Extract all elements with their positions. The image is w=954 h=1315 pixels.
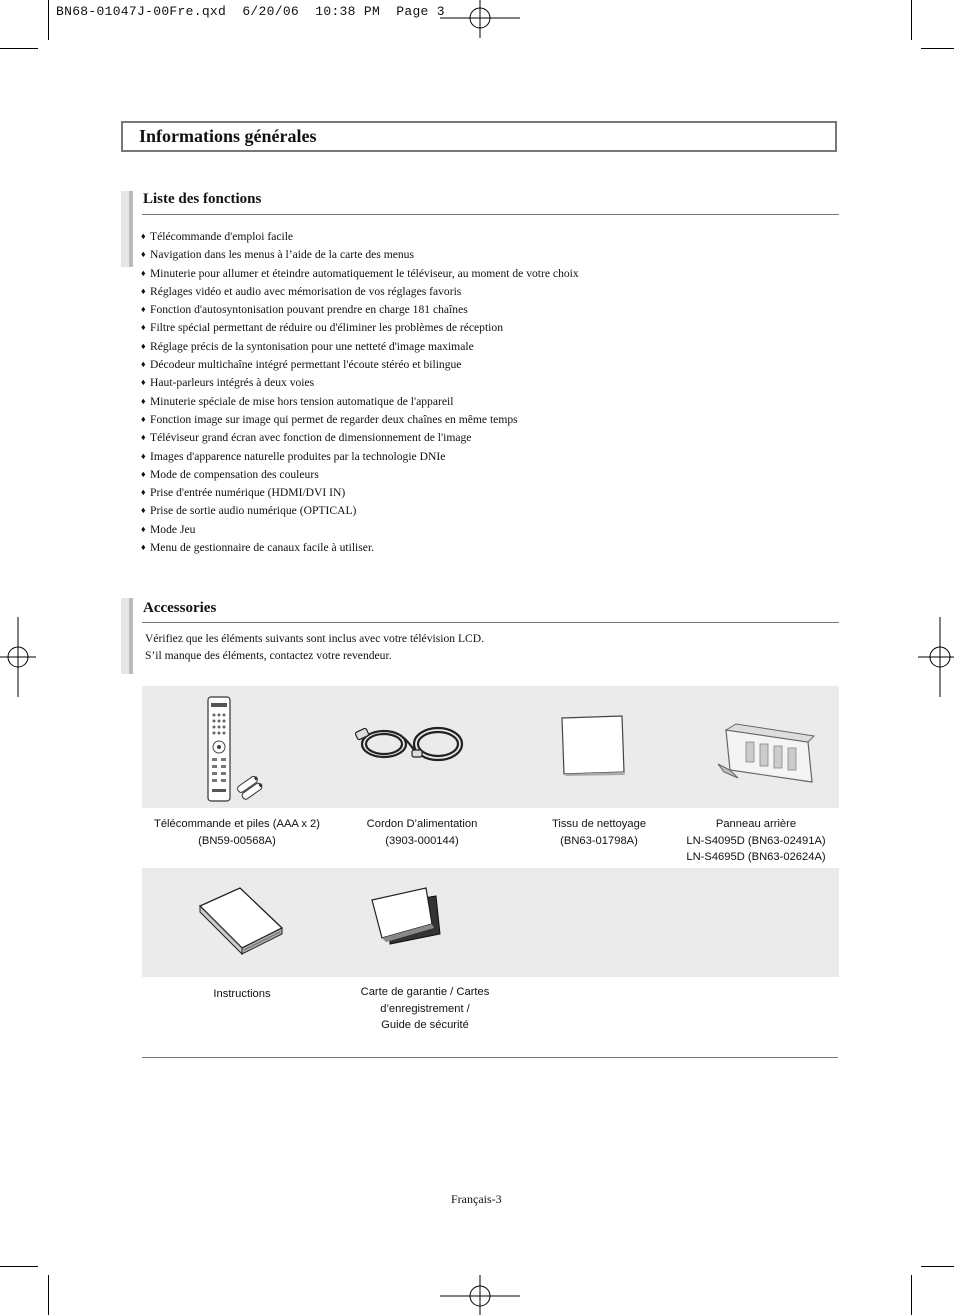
page-number: Français-3 [451,1192,502,1206]
feature-text: Images d'apparence naturelle produites par la technologie DNIe [150,449,446,463]
feature-text: Minuterie pour allumer et éteindre automatiquement le téléviseur, au moment de votre choix [150,266,579,280]
feature-text: Mode de compensation des couleurs [150,467,319,481]
feature-list [141,229,579,558]
feature-item [141,247,579,265]
feature-item [141,357,579,375]
feature-text: Réglage précis de la syntonisation pour une netteté d'image maximale [150,339,474,353]
accessory-caption [322,816,522,849]
bullet-icon: ♦ [141,340,146,351]
accessory-caption [137,816,337,849]
feature-text: Décodeur multichaîne intégré permettant l'écoute stéréo et bilingue [150,358,462,372]
accessory-caption [656,816,856,866]
feature-item [141,522,579,540]
feature-item [141,449,579,467]
feature-text: Menu de gestionnaire de canaux facile à utiliser. [150,541,375,555]
caption-line: Carte de garantie / Cartes [360,986,490,998]
bullet-icon: ♦ [141,413,146,424]
page-title-box [121,121,837,152]
caption-line: (3903-000144) [385,834,459,847]
caption-line: (BN63-01798A) [560,834,638,847]
bullet-icon: ♦ [141,322,146,333]
crop-mark [48,1275,49,1315]
accessory-caption [325,984,525,1034]
section-rule [142,622,839,623]
feature-text: Minuterie spéciale de mise hors tension automatique de l'appareil [150,394,454,408]
rear-panel-icon [716,720,816,790]
bullet-icon: ♦ [141,231,146,241]
bullet-icon: ♦ [141,487,146,498]
accessories-heading: Accessories [143,600,217,616]
intro-line: Vérifiez que les éléments suivants sont inclus avec votre télévision LCD. [145,632,485,645]
crop-mark [0,48,38,49]
feature-text: Fonction d'autosyntonisation pouvant prendre en charge 181 chaînes [150,303,468,317]
page-title: Informations générales [139,126,317,146]
feature-text: Haut-parleurs intégrés à deux voies [150,376,315,390]
feature-item [141,467,579,485]
feature-item [141,284,579,302]
remote-control-icon [200,695,270,803]
feature-item [141,503,579,521]
bullet-icon: ♦ [141,267,146,278]
warranty-cards-icon [368,884,444,948]
caption-line: (BN59-00568A) [198,834,276,847]
registration-mark [918,617,954,697]
feature-item [141,320,579,338]
feature-text: Prise d'entrée numérique (HDMI/DVI IN) [150,486,346,500]
bullet-icon: ♦ [141,523,146,534]
feature-item [141,229,579,247]
feature-text: Filtre spécial permettant de réduire ou d'éliminer les problèmes de réception [150,321,503,335]
feature-item [141,302,579,320]
caption-line: LN-S4095D (BN63-02491A) [686,834,826,847]
section-marker [121,598,133,674]
crop-mark [921,48,954,49]
accessory-caption [142,986,342,1003]
bullet-icon: ♦ [141,450,146,461]
caption-line: Télécommande et piles (AAA x 2) [153,818,321,830]
print-slug: BN68-01047J-00Fre.qxd 6/20/06 10:38 PM Page 3 [56,4,445,19]
caption-line: Panneau arrière [715,818,797,830]
crop-mark [48,0,49,40]
feature-text: Prise de sortie audio numérique (OPTICAL) [150,504,357,518]
feature-text: Réglages vidéo et audio avec mémorisation de vos réglages favoris [150,284,462,298]
feature-item [141,339,579,357]
registration-mark [0,617,36,697]
power-cord-icon [352,716,472,772]
cleaning-cloth-icon [556,712,632,778]
caption-line: Instructions [213,988,271,1000]
bullet-icon: ♦ [141,432,146,443]
features-heading: Liste des fonctions [143,191,262,207]
crop-mark [911,1275,912,1315]
bullet-icon: ♦ [141,249,146,260]
crop-mark [911,0,912,40]
feature-item [141,412,579,430]
section-marker [121,191,133,267]
registration-mark [440,0,520,40]
bullet-icon: ♦ [141,285,146,296]
bullet-icon: ♦ [141,468,146,479]
feature-item [141,430,579,448]
bottom-rule [142,1057,838,1058]
feature-item [141,485,579,503]
crop-mark [0,1266,38,1267]
caption-line: Tissu de nettoyage [551,818,647,830]
feature-text: Téléviseur grand écran avec fonction de dimensionnement de l'image [150,431,472,445]
bullet-icon: ♦ [141,505,146,516]
feature-item [141,394,579,412]
feature-item [141,266,579,284]
bullet-icon: ♦ [141,395,146,406]
feature-item [141,375,579,393]
accessories-intro [145,630,484,664]
feature-item [141,540,579,558]
caption-line: Cordon D’alimentation [366,818,478,830]
section-rule [142,214,839,215]
feature-text: Navigation dans les menus à l’aide de la carte des menus [150,248,414,262]
bullet-icon: ♦ [141,377,146,388]
caption-line: Guide de sécurité [381,1019,469,1031]
bullet-icon: ♦ [141,359,146,370]
caption-line: LN-S4695D (BN63-02624A) [686,851,826,863]
bullet-icon: ♦ [141,304,146,315]
intro-line: S’il manque des éléments, contactez votre revendeur. [145,649,392,662]
instructions-booklet-icon [196,884,288,956]
crop-mark [921,1266,954,1267]
feature-text: Mode Jeu [150,522,196,536]
feature-text: Fonction image sur image qui permet de regarder deux chaînes en même temps [150,412,518,426]
feature-text: Télécommande d'emploi facile [150,230,294,243]
bullet-icon: ♦ [141,542,146,553]
registration-mark [440,1275,520,1315]
caption-line: d’enregistrement / [380,1002,470,1015]
